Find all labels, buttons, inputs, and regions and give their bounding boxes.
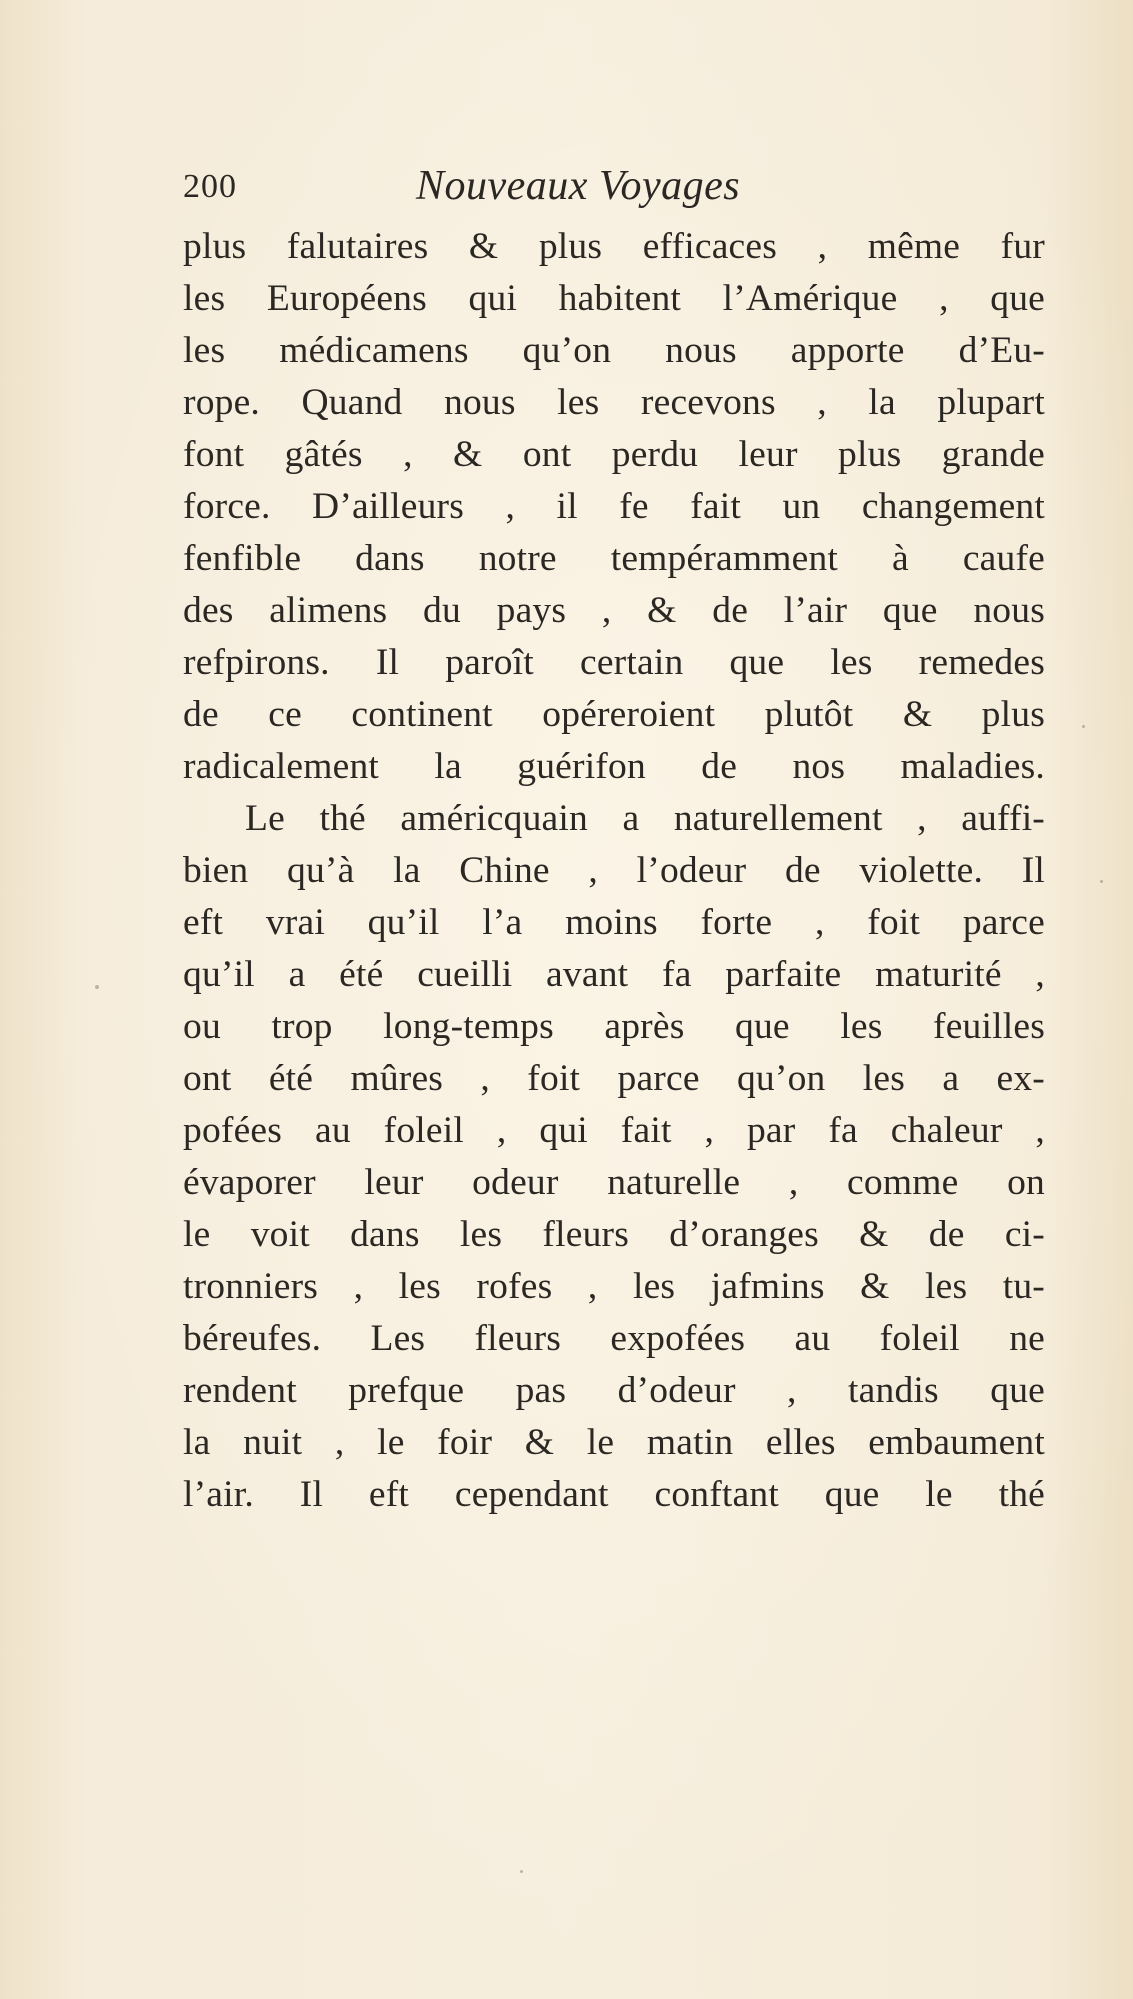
- paper-speck: [95, 985, 99, 989]
- text-line: plus falutaires & plus efficaces , même fur: [183, 226, 1045, 267]
- text-line: évaporer leur odeur naturelle , comme on: [183, 1162, 1045, 1203]
- text-line: béreufes. Les fleurs expofées au foleil ne: [183, 1318, 1045, 1359]
- text-line: les Européens qui habitent l’Amérique , que: [183, 278, 1045, 319]
- text-line: le voit dans les fleurs d’oranges & de ci-: [183, 1214, 1045, 1255]
- body-text: [183, 221, 1045, 1521]
- paragraph-first-line: Le thé américquain a naturellement , auffi-: [245, 798, 1045, 839]
- text-line: force. D’ailleurs , il fe fait un changement: [183, 486, 1045, 527]
- text-line: des alimens du pays , & de l’air que nous: [183, 590, 1045, 631]
- text-line: fenfible dans notre tempéramment à caufe: [183, 538, 1045, 579]
- text-line: refpirons. Il paroît certain que les remedes: [183, 642, 1045, 683]
- text-line: de ce continent opéreroient plutôt & plus: [183, 694, 1045, 735]
- text-line: rendent prefque pas d’odeur , tandis que: [183, 1370, 1045, 1411]
- running-title: Nouveaux Voyages: [416, 163, 741, 209]
- text-line: la nuit , le foir & le matin elles embaument: [183, 1422, 1045, 1463]
- page-header: [183, 162, 1083, 218]
- paper-speck: [1100, 880, 1103, 883]
- paper-speck: [520, 1870, 523, 1873]
- text-line: font gâtés , & ont perdu leur plus grande: [183, 434, 1045, 475]
- text-line: eft vrai qu’il l’a moins forte , foit parce: [183, 902, 1045, 943]
- text-line: ont été mûres , foit parce qu’on les a ex-: [183, 1058, 1045, 1099]
- text-line: ou trop long-temps après que les feuilles: [183, 1006, 1045, 1047]
- text-line: bien qu’à la Chine , l’odeur de violette. Il: [183, 850, 1045, 891]
- text-line: les médicamens qu’on nous apporte d’Eu-: [183, 330, 1045, 371]
- text-line: radicalement la guérifon de nos maladies.: [183, 746, 1045, 787]
- page-number: 200: [183, 168, 237, 205]
- text-line: l’air. Il eft cependant conftant que le thé: [183, 1474, 1045, 1515]
- text-line: pofées au foleil , qui fait , par fa chaleur ,: [183, 1110, 1045, 1151]
- text-line: tronniers , les rofes , les jafmins & les tu-: [183, 1266, 1045, 1307]
- paper-speck: [1082, 725, 1085, 728]
- text-line: rope. Quand nous les recevons , la plupart: [183, 382, 1045, 423]
- text-line: qu’il a été cueilli avant fa parfaite maturité ,: [183, 954, 1045, 995]
